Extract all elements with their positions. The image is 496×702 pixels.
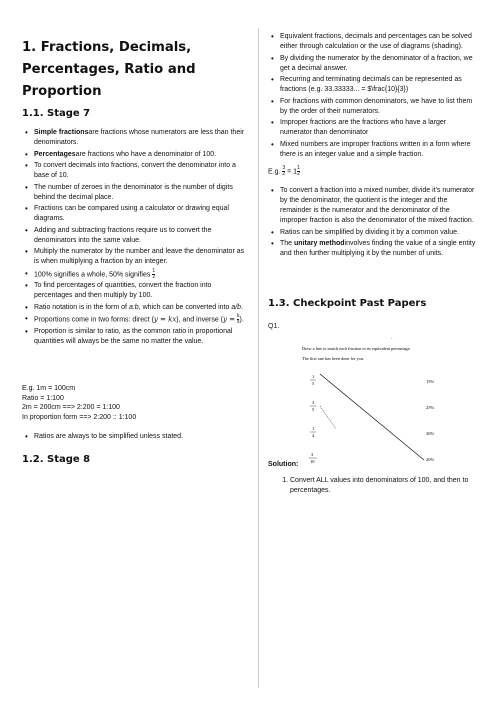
matching-line	[320, 374, 424, 460]
fraction-den: 5	[312, 381, 315, 386]
list-item: • To convert a fraction into a mixed number, divide it's numerator by the denominator, the quotient is the integer and the remainder is the numerator and the denominator of the improper fraction is also the denominator of the mixed fraction.	[280, 186, 478, 226]
matching-diagram	[298, 336, 468, 466]
fraction-den: 4	[312, 433, 315, 438]
fraction-num: 1	[312, 374, 315, 379]
half-fraction: $\frac{1}{2}$	[152, 267, 156, 280]
percentage-labels	[426, 379, 435, 462]
mixed-number-example: E.g. $\frac{3}{2}$ = 1 $\frac{1}{2}$	[268, 165, 300, 177]
solution-step: 1. Convert ALL values into denominators of 100, and then to percentages.	[290, 476, 486, 496]
solution-steps	[268, 476, 486, 496]
solution-label: Solution:	[268, 461, 299, 468]
inverse-fraction: $\frac{k}{x}$	[236, 313, 240, 326]
dotted-guide	[320, 406, 336, 429]
list-item: • Ratios can be simplified by dividing it by a common value.	[280, 228, 478, 238]
stage7-heading: 1.1. Stage 7	[22, 108, 91, 119]
list-item: • For fractions with common denominators, we have to list them by the order of their numerators.	[280, 97, 478, 117]
list-item: • The number of zeroes in the denominator is the number of digits behind the decimal place.	[34, 183, 248, 203]
list-item: • Proportions come in two forms: direct (y = kx), and inverse (y = $\frac{k}{x}$ ).	[34, 314, 248, 325]
list-item: • By dividing the numerator by the denominator of a fraction, we get a decimal answer.	[280, 54, 478, 74]
figure-mark: ·	[391, 336, 393, 342]
mixed-fraction: $\frac{1}{2}$	[297, 165, 300, 177]
stage8-list	[268, 32, 478, 161]
column-divider	[258, 28, 259, 688]
percent-label: 15%	[426, 379, 435, 384]
question-label: Q1.	[268, 323, 280, 330]
improper-fraction: $\frac{3}{2}$	[282, 165, 286, 177]
list-item: • Equivalent fractions, decimals and percentages can be solved either through calculation or the use of diagrams (shading).	[280, 32, 478, 52]
fraction-labels	[309, 374, 317, 464]
percent-label: 20%	[426, 457, 435, 462]
list-item: • Percentagesare fractions who have a denominator of 100.	[34, 150, 248, 160]
fraction-den: 10	[310, 459, 315, 464]
list-item: • To find percentages of quantities, convert the fraction into percentages and then multiply by 100.	[34, 281, 248, 301]
ratios-list	[22, 432, 248, 444]
list-item: • Ratios are always to be simplified unless stated.	[34, 432, 248, 442]
list-item: • Ratio notation is in the form of a:b, which can be converted into a/b.	[34, 303, 248, 313]
past-papers-heading: 1.3. Checkpoint Past Papers	[268, 298, 427, 309]
fraction-num: 3	[311, 452, 314, 457]
figure-subtitle: The first one has been done for you.	[302, 356, 365, 361]
figure-instruction: Draw a line to match each fraction to its equivalent percentage.	[302, 346, 411, 351]
ratio-example: E.g. 1m = 100cm Ratio = 1:100 2m = 200cm ==> 2:200 = 1:100 In proportion form ==> 2:200 :: 1:100	[22, 385, 137, 421]
list-item: • Multiply the numerator by the number and leave the denominator as is when multiplying a fraction by an integer.	[34, 247, 248, 267]
list-item: • Improper fractions are the fractions who have a larger numerator than denominator	[280, 118, 478, 138]
list-item: • Fractions can be compared using a calculator or drawing equal diagrams.	[34, 204, 248, 224]
stage7-list	[22, 128, 248, 349]
percent-label: 30%	[426, 431, 435, 436]
fraction-den: 5	[312, 407, 315, 412]
stage8-list-2	[268, 186, 478, 261]
section-title: 1. Fractions, Decimals, Percentages, Ratio and Proportion	[22, 40, 196, 99]
list-item: • To convert decimals into fractions, convert the denominator into a base of 10.	[34, 161, 248, 181]
percent-label: 25%	[426, 405, 435, 410]
list-item: • 100% signifies a whole, 50% signifies $\frac{1}{2}$	[34, 269, 248, 280]
list-item: • Proportion is similar to ratio, as the common ratio in proportional quantities will always be the same no matter the value.	[34, 327, 248, 347]
question-figure	[298, 336, 468, 466]
list-item: • Recurring and terminating decimals can be represented as fractions (e.g. 33.33333... = $\frac{10}{3})	[280, 75, 478, 95]
list-item: • Adding and subtracting fractions require us to convert the denominators into the same value.	[34, 226, 248, 246]
stage8-heading: 1.2. Stage 8	[22, 454, 91, 465]
list-item: • Mixed numbers are improper fractions written in a form where there is an integer value and a simple fraction.	[280, 140, 478, 160]
fraction-num: 1	[312, 426, 315, 431]
list-item: • The unitary methodinvolves finding the value of a single entity and then further multiplying it by the number of units.	[280, 239, 478, 259]
list-item: • Simple fractionsare fractions whose numerators are less than their denominators.	[34, 128, 248, 148]
fraction-num: 3	[312, 400, 315, 405]
